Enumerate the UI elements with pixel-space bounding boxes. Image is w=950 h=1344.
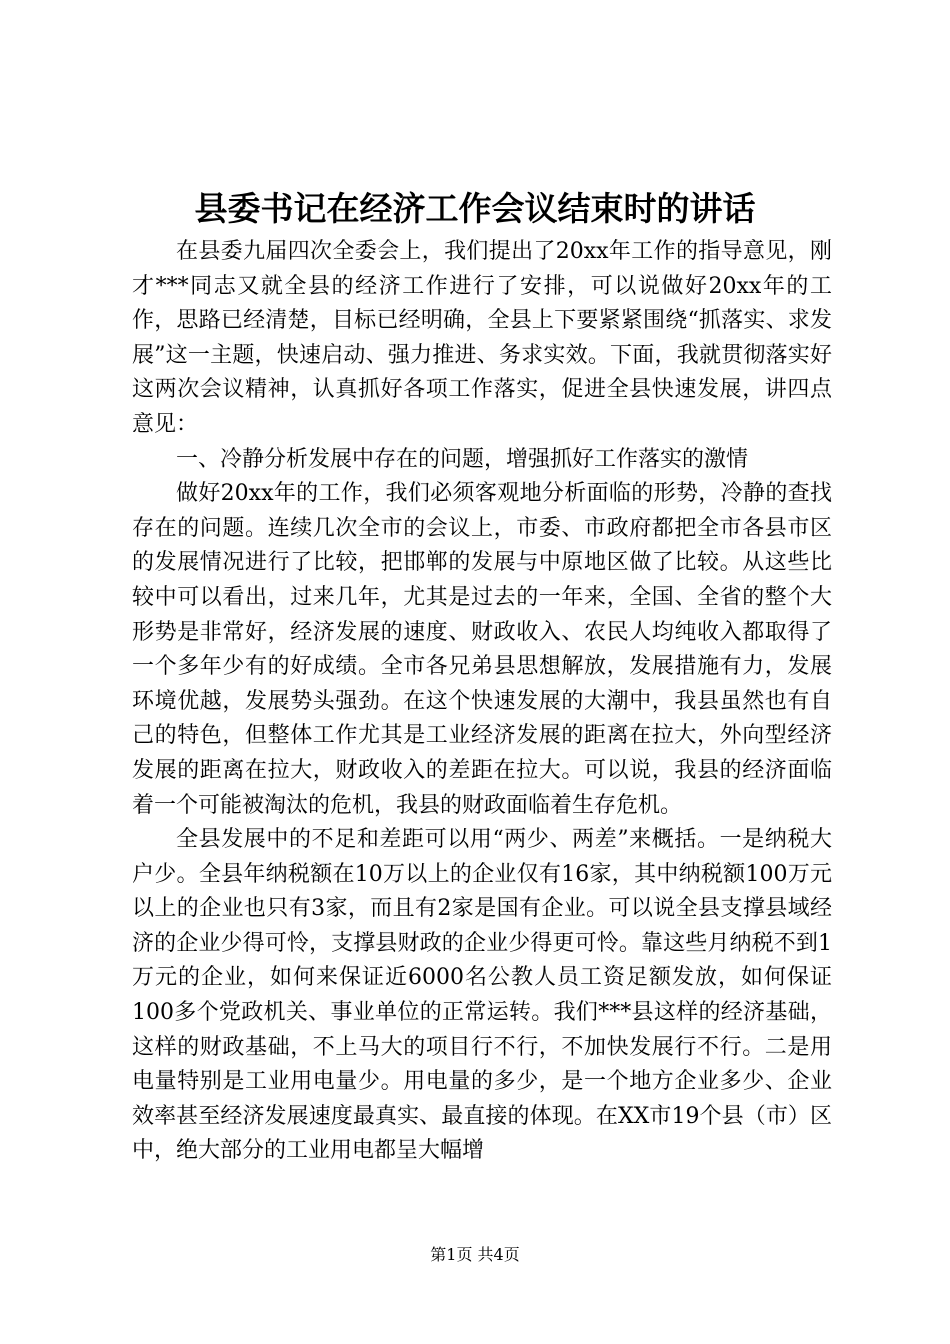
paragraph-intro: 在县委九届四次全委会上，我们提出了20xx年工作的指导意见，刚才***同志又就全县的经济工作进行了安排，可以说做好20xx年的工作，思路已经清楚，目标已经明确，全县上下要紧紧围绕“抓落实、求发展”这一主题，快速启动、强力推进、务求实效。下面，我就贯彻落实好这两次会议精神，认真抓好各项工作落实，促进全县快速发展，讲四点意见： [132, 239, 832, 437]
paragraph-analysis: 做好20xx年的工作，我们必须客观地分析面临的形势，冷静的查找存在的问题。连续几次全市的会议上，市委、市政府都把全市各县市区的发展情况进行了比较，把邯郸的发展与中原地区做了比较。从这些比较中可以看出，过来几年，尤其是过去的一年来，全国、全省的整个大形势是非常好，经济发展的速度、财政收入、农民人均纯收入都取得了一个多年少有的好成绩。全市各兄弟县思想解放，发展措施有力，发展环境优越，发展势头强劲。在这个快速发展的大潮中，我县虽然也有自己的特色，但整体工作尤其是工业经济发展的距离在拉大，外向型经济发展的距离在拉大，财政收入的差距在拉大。可以说，我县的经济面临着一个可能被淘汰的危机，我县的财政面临着生存危机。 [132, 481, 832, 818]
page-footer: 第1页 共4页 [430, 1245, 520, 1264]
section-heading-1: 一、冷静分析发展中存在的问题，增强抓好工作落实的激情 [176, 446, 749, 472]
document-title: 县委书记在经济工作会议结束时的讲话 [194, 189, 756, 228]
paragraph-shortcomings: 全县发展中的不足和差距可以用“两少、两差”来概括。一是纳税大户少。全县年纳税额在10万以上的企业仅有16家，其中纳税额100万元以上的企业也只有3家，而且有2家是国有企业。可以说全县支撑县域经济的企业少得可怜，支撑县财政的企业少得更可怜。靠这些月纳税不到1万元的企业，如何来保证近6000名公教人员工资足额发放，如何保证100多个党政机关、事业单位的正常运转。我们***县这样的经济基础，这样的财政基础，不上马大的项目行不行，不加快发展行不行。二是用电量特别是工业用电量少。用电量的多少，是一个地方企业多少、企业效率甚至经济发展速度最真实、最直接的体现。在XX市19个县（市）区中，绝大部分的工业用电都呈大幅增 [132, 827, 832, 1164]
document-body [132, 235, 832, 1169]
